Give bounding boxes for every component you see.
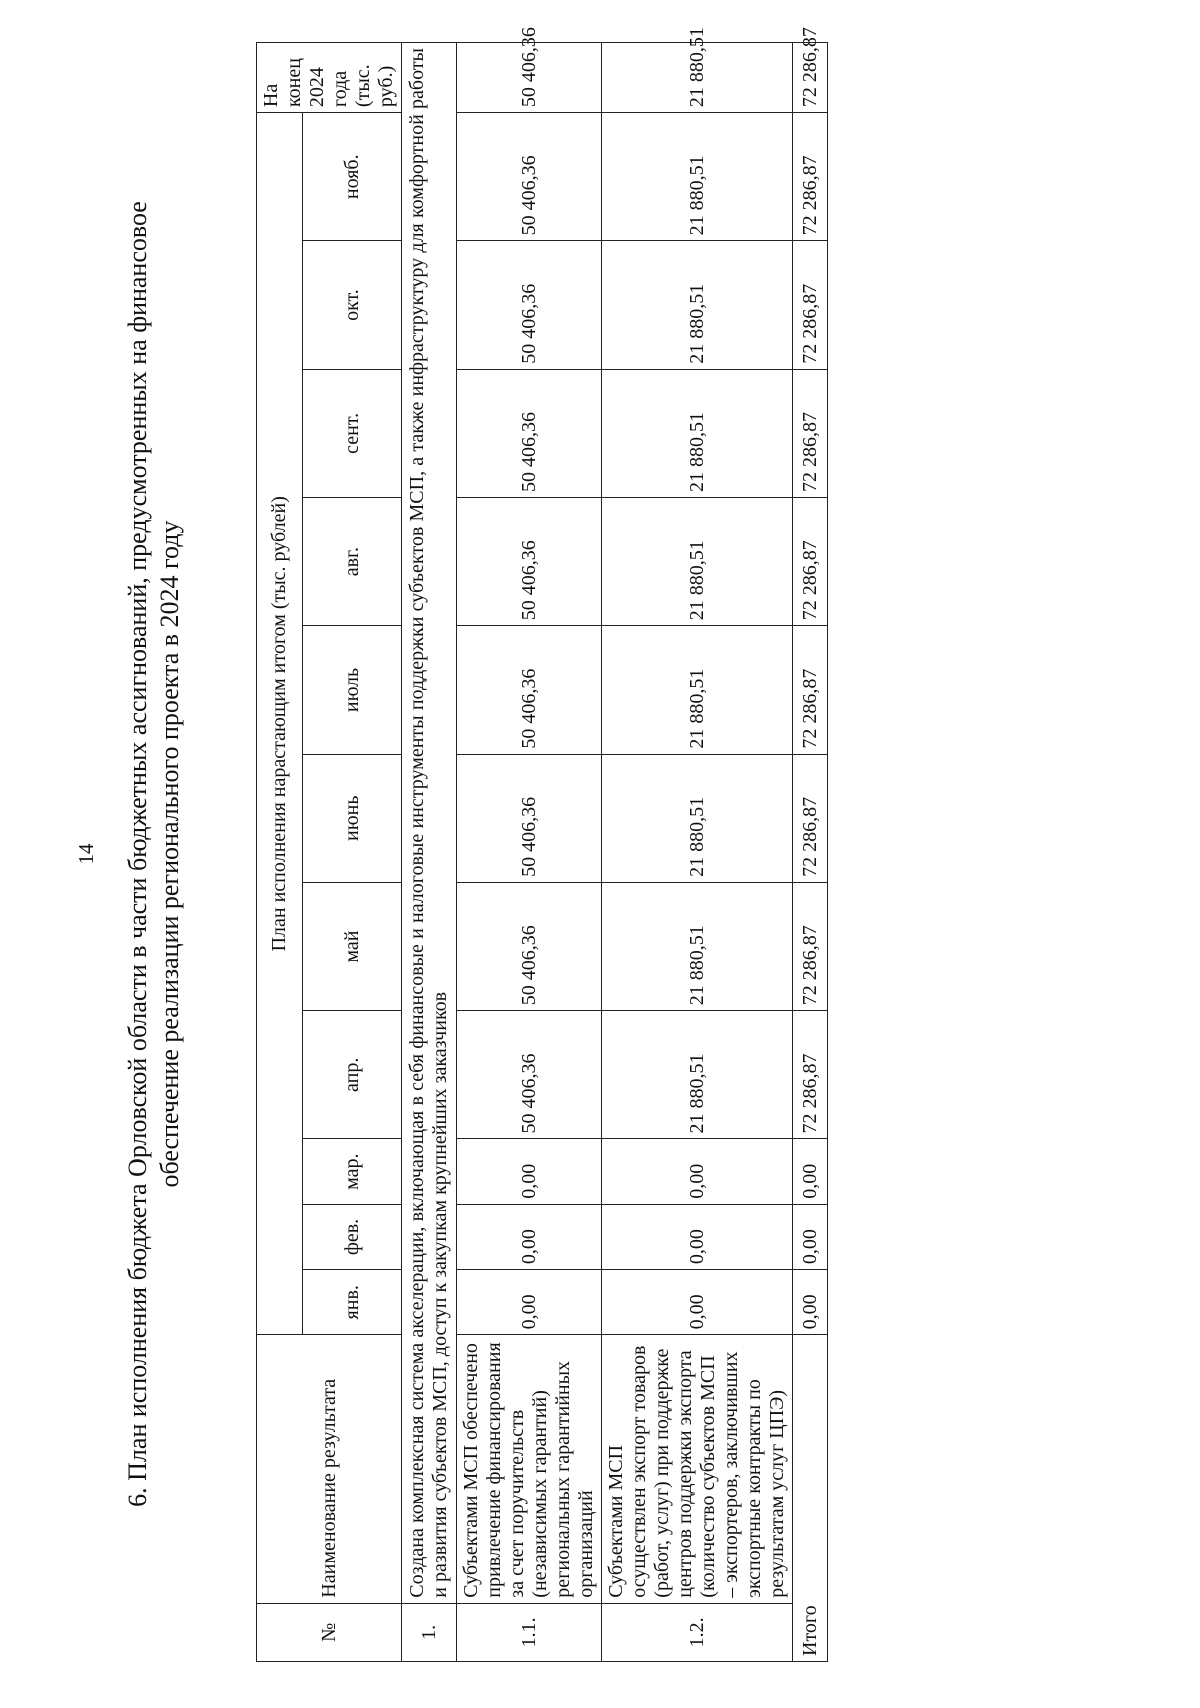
header-month-jun: июнь (303, 754, 402, 882)
value-cell-end-of-year: 50 406,36 (457, 43, 602, 113)
value-cell: 50 406,36 (457, 113, 602, 241)
value-cell: 21 880,51 (602, 498, 793, 626)
total-value-cell: 72 286,87 (793, 626, 828, 754)
value-cell: 0,00 (457, 1270, 602, 1335)
table-row (457, 43, 602, 1662)
header-month-sep: сент. (303, 369, 402, 497)
header-month-aug: авг. (303, 498, 402, 626)
value-cell: 21 880,51 (602, 626, 793, 754)
result-name: Субъектами МСП осуществлен экспорт товаров (работ, услуг) при поддержке центров поддержки экспорта (количество субъектов МСП – экспортеров, заключивших экспортные контракты по результатам услуг ЦПЭ) (602, 1335, 793, 1603)
total-value-cell: 72 286,87 (793, 498, 828, 626)
budget-plan-table (256, 27, 828, 1662)
header-month-feb: фев. (303, 1204, 402, 1269)
value-cell: 50 406,36 (457, 241, 602, 369)
header-month-jan: янв. (303, 1270, 402, 1335)
section-row (402, 43, 457, 1662)
page-number: 14 (74, 843, 98, 865)
header-no: № (257, 1603, 402, 1661)
row-no: 1.1. (457, 1603, 602, 1661)
value-cell: 0,00 (602, 1204, 793, 1269)
section-no: 1. (402, 1603, 457, 1661)
value-cell: 50 406,36 (457, 498, 602, 626)
value-cell: 50 406,36 (457, 369, 602, 497)
title-line-1: 6. План исполнения бюджета Орловской области в части бюджетных ассигнований, предусмотренных на финансовое (123, 201, 152, 1507)
total-label: Итого (793, 1335, 828, 1662)
header-end-of-year: На конец 2024 года (тыс. руб.) (257, 43, 402, 113)
total-value-cell: 72 286,87 (793, 241, 828, 369)
section-text: Создана комплексная система акселерации, включающая в себя финансовые и налоговые инструменты поддержки субъектов МСП, а также инфраструктуру для комфортной работы и развития субъектов МСП, доступ к закупкам крупнейших заказчиков (402, 43, 457, 1604)
title-line-2: обеспечение реализации регионального проекта в 2024 году (155, 520, 184, 1188)
result-name: Субъектами МСП обеспечено привлечение финансирования за счет поручительств (независимых гарантий) региональных гарантийных организаций (457, 1335, 602, 1603)
total-value-cell: 0,00 (793, 1139, 828, 1204)
total-value-cell: 72 286,87 (793, 369, 828, 497)
table-row (602, 43, 793, 1662)
header-month-mar: мар. (303, 1139, 402, 1204)
total-value-cell: 72 286,87 (793, 882, 828, 1010)
value-cell: 0,00 (457, 1139, 602, 1204)
total-value-cell: 0,00 (793, 1270, 828, 1335)
header-plan-group: План исполнения нарастающим итогом (тыс. рублей) (257, 113, 303, 1335)
value-cell: 21 880,51 (602, 1011, 793, 1139)
value-cell: 50 406,36 (457, 882, 602, 1010)
total-row (793, 43, 828, 1662)
value-cell: 21 880,51 (602, 882, 793, 1010)
value-cell: 21 880,51 (602, 113, 793, 241)
row-no: 1.2. (602, 1603, 793, 1661)
total-value-cell: 0,00 (793, 1204, 828, 1269)
header-month-nov: нояб. (303, 113, 402, 241)
value-cell: 0,00 (457, 1204, 602, 1269)
header-month-jul: июль (303, 626, 402, 754)
value-cell: 50 406,36 (457, 626, 602, 754)
total-value-cell: 72 286,87 (793, 1011, 828, 1139)
header-month-oct: окт. (303, 241, 402, 369)
value-cell: 0,00 (602, 1139, 793, 1204)
value-cell: 21 880,51 (602, 369, 793, 497)
value-cell: 50 406,36 (457, 754, 602, 882)
value-cell: 21 880,51 (602, 754, 793, 882)
value-cell: 0,00 (602, 1270, 793, 1335)
total-value-cell: 72 286,87 (793, 113, 828, 241)
total-value-cell: 72 286,87 (793, 754, 828, 882)
header-month-may: май (303, 882, 402, 1010)
section-title (122, 170, 186, 1538)
value-cell: 21 880,51 (602, 241, 793, 369)
value-cell: 50 406,36 (457, 1011, 602, 1139)
header-month-apr: апр. (303, 1011, 402, 1139)
value-cell-end-of-year: 21 880,51 (602, 43, 793, 113)
header-result-name: Наименование результата (257, 1335, 402, 1603)
total-value-cell-end-of-year: 72 286,87 (793, 43, 828, 113)
